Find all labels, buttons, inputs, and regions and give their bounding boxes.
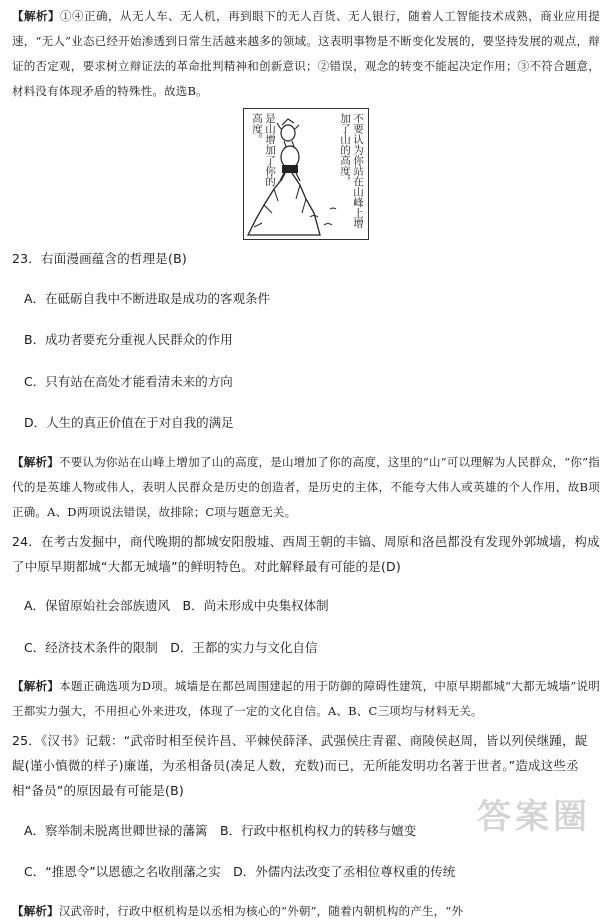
cartoon-figure <box>243 108 369 240</box>
q23-option-d: D．人生的真正价值在于对自我的满足 <box>24 415 234 430</box>
analysis-tag: 【解析】 <box>12 454 59 469</box>
q23-analysis <box>12 450 600 525</box>
q24-stem: 24．在考古发掘中，商代晚期的都城安阳殷墟、西周王朝的丰镐、周原和洛邑都没有发现外郭城墙，构成了中原早期都城“大都无城墙”的鲜明特色。对此解释最有可能的是(D) <box>12 533 600 574</box>
q25-analysis <box>12 899 600 924</box>
cartoon-caption-right: 不要认为你站在山峰上增加了山的高度， <box>339 113 364 229</box>
q24-analysis-text: 本题正确选项为D项。城墙是在都邑周围建起的用于防御的障碍性建筑，中原早期都城“大都无城墙”说明王都实力强大，不用担心外来进攻，体现了一定的文化自信。A、B、C三项均与材料无关。 <box>12 679 600 718</box>
q24-options-ab: A．保留原始社会部族遗风 B．尚未形成中央集权体制 <box>24 598 329 613</box>
q25-options-ab: A．察举制未脱离世卿世禄的藩篱 B．行政中枢机构权力的转移与嬗变 <box>24 822 417 838</box>
q22-analysis <box>12 4 600 104</box>
watermark-logo: 答案圈 <box>477 797 591 837</box>
analysis-tag: 【解析】 <box>12 903 59 918</box>
q25-stem: 25．《汉书》记载：“武帝时相至侯许昌、平棘侯薛泽、武强侯庄青翟、商陵侯赵周，皆以列侯继踵，龊龊(谨小慎微的样子)廉谨，为丞相备员(凑足人数，充数)而已，无所能发明功名著于世者。”造成这些丞相“备员”的原因最有可能是(B) <box>12 733 588 798</box>
analysis-tag: 【解析】 <box>12 9 61 23</box>
q23-option-b: B．成功者要充分重视人民群众的作用 <box>24 332 233 347</box>
q22-analysis-text: ①④正确，从无人车、无人机，再到眼下的无人百货、无人银行，随着人工智能技术成熟，商业应用提速，“无人”业态已经开始渗透到日常生活越来越多的领域。这表明事物是不断变化发展的，要坚持发展的观点，辩证的否定观，要求树立辩证法的革命批判精神和创新意识；②错误，观念的转变不能起决定作用；③不符合题意，材料没有体现矛盾的特殊性。故选B。 <box>12 9 600 98</box>
q23-stem: 23．右面漫画蕴含的哲理是(B) <box>12 251 187 266</box>
q24-analysis <box>12 674 600 724</box>
q25-analysis-text: 汉武帝时，行政中枢机构是以丞相为核心的“外朝”，随着内朝机构的产生，“外 <box>58 903 464 918</box>
q25-options-cd: C．“推恩令”以恩德之名收削藩之实 D．外儒内法改变了丞相位尊权重的传统 <box>24 864 456 879</box>
cartoon-caption-left: 是山增加了你的高度。 <box>251 113 276 187</box>
document-page <box>12 4 600 924</box>
analysis-tag: 【解析】 <box>12 679 60 693</box>
q23-option-a: A．在砥砺自我中不断进取是成功的客观条件 <box>24 290 271 306</box>
q23-analysis-text: 不要认为你站在山峰上增加了山的高度，是山增加了你的高度，这里的“山”可以理解为人民群众，“你”指代的是英雄人物或伟人，表明人民群众是历史的创造者，是历史的主体，不能夸大伟人或英雄的个人作用，故B项正确。A、D两项说法错误，故排除；C项与题意无关。 <box>12 454 600 519</box>
q24-options-cd: C．经济技术条件的限制 D．王都的实力与文化自信 <box>24 639 318 655</box>
q23-option-c: C．只有站在高处才能看清未来的方向 <box>24 373 233 389</box>
